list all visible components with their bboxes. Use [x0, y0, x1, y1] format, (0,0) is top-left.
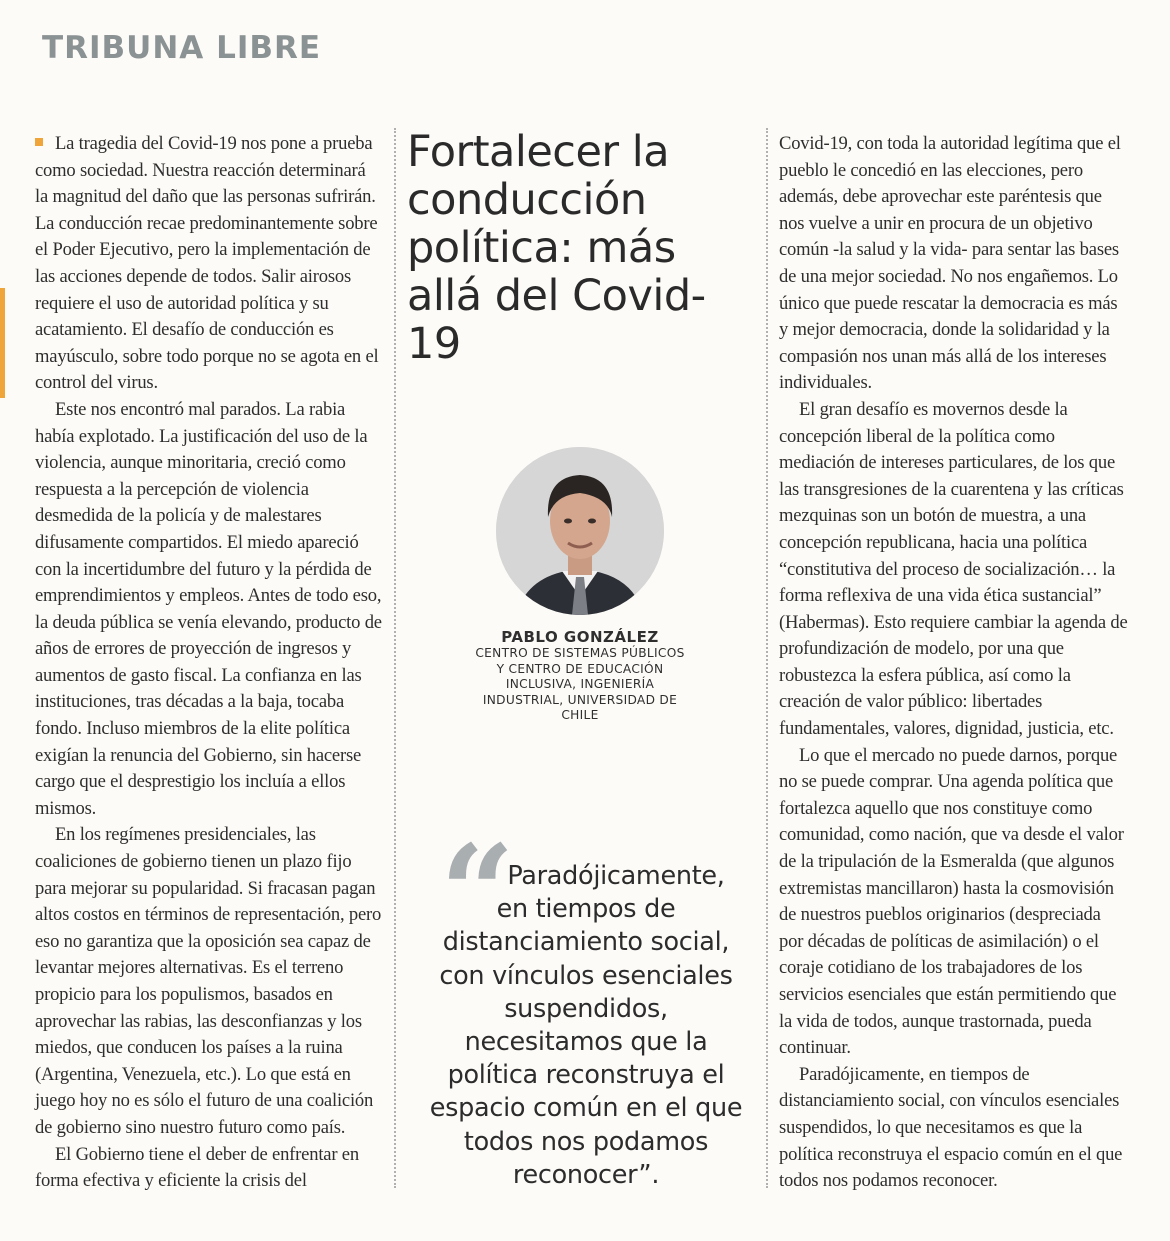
author-name: PABLO GONZÁLEZ	[501, 628, 659, 646]
page-edge-mark	[0, 288, 5, 398]
body-paragraph: Covid-19, con toda la autoridad legítima que el pueblo le concedió en las elecciones, pero además, debe aprovechar este paréntesis que nos vuelve a unir en procura de un objetivo común -la salud y la vida- para sentar las bases de una mejor sociedad. No nos engañemos. Lo único que puede rescatar la democracia es más y mejor democracia, donde la solidaridad y la compasión nos unan más allá de los intereses individuales.	[779, 133, 1121, 394]
article-headline: Fortalecer la conducción política: más allá del Covid-19	[407, 127, 706, 369]
body-column-left	[35, 131, 383, 1195]
column-divider	[766, 128, 768, 1188]
body-paragraph: El gran desafío es movernos desde la concepción liberal de la política como mediación de intereses particulares, de los que las transgresiones de la cuarentena y las críticas mezquinas son un botón de muestra, a una concepción republicana, hacia una política “constitutiva del proceso de socialización… la forma reflexiva de una vida ética sustancial” (Habermas). Esto requiere cambiar la agenda de profundización de modelo, por una que robustezca la esfera pública, así como la creación de valor público: libertades fundamentales, valores, dignidad, justicia, etc.	[779, 398, 1128, 740]
column-divider	[394, 128, 396, 1188]
body-paragraph	[35, 131, 383, 397]
body-paragraph: Lo que el mercado no puede darnos, porque no se puede comprar. Una agenda política que fortalezca aquello que nos constituye como comunidad, como nación, que va desde el valor de la tripulación de la Esmeralda (que algunos extremistas mancillaron) hasta la cosmovisión de nuestros pueblos originarios (despreciada por décadas de políticas de asimilación) o el coraje cotidiano de los trabajadores de los servicios esenciales que están permitiendo que la vida de todos, aunque trastornada, pueda continuar.	[779, 744, 1124, 1059]
pull-quote-lead: Paradójicamente,	[507, 861, 725, 891]
body-paragraph: El Gobierno tiene el deber de enfrentar en forma efectiva y eficiente la crisis del	[35, 1143, 359, 1192]
author-block	[470, 628, 690, 724]
pull-quote	[428, 816, 744, 1192]
author-photo	[496, 447, 664, 615]
paragraph-text: La tragedia del Covid-19 nos pone a prueba como sociedad. Nuestra reacción determinará la magnitud del daño que las personas sufrirán. La conducción recae predominantemente sobre el Poder Ejecutivo, pero la implementación de las acciones depende de todos. Salir airosos requiere el uso de autoridad política y su acatamiento. El desafío de conducción es mayúsculo, sobre todo porque no se agota en el control del virus.	[35, 133, 379, 394]
square-bullet-icon	[35, 138, 43, 146]
body-paragraph: Paradójicamente, en tiempos de distanciamiento social, con vínculos esenciales suspendidos, lo que necesitamos es que la política reconstruya el espacio común en el que todos nos podamos reconocer.	[779, 1063, 1123, 1192]
section-label: TRIBUNA LIBRE	[42, 30, 322, 66]
body-paragraph: Este nos encontró mal parados. La rabia había explotado. La justificación del uso de la violencia, aunque minoritaria, creció como respuesta a la percepción de violencia desmedida de la policía y de malestares difusamente compartidos. El miedo apareció con la incertidumbre del futuro y la pérdida de emprendimientos y empleos. Antes de todo eso, la deuda pública se venía elevando, producto de años de errores de proyección de ingresos y aumentos de gasto fiscal. La confianza en las instituciones, tras décadas a la baja, tocaba fondo. Incluso miembros de la elite política exigían la renuncia del Gobierno, sin hacerse cargo que el desprestigio los incluía a ellos mismos.	[35, 398, 382, 819]
body-paragraph: En los regímenes presidenciales, las coaliciones de gobierno tienen un plazo fijo para mejorar su popularidad. Si fracasan pagan altos costos en términos de representación, pero eso no garantiza que la oposición sea capaz de levantar mejores alternativas. Es el terreno propicio para los populismos, basados en aprovechar las rabias, las desconfianzas y los miedos, que conducen los países a la ruina (Argentina, Venezuela, etc.). Lo que está en juego hoy no es sólo el futuro de una coalición de gobierno sino nuestro futuro como país.	[35, 824, 382, 1138]
body-column-right	[779, 131, 1129, 1195]
quote-mark-icon: “	[440, 816, 515, 969]
author-affiliation: CENTRO DE SISTEMAS PÚBLICOS Y CENTRO DE EDUCACIÓN INCLUSIVA, INGENIERÍA INDUSTRIAL, UNIVERSIDAD DE CHILE	[475, 646, 685, 723]
pull-quote-body: en tiempos de distanciamiento social, con vínculos esenciales suspendidos, necesitamos que la política reconstruya el espacio común en el que todos nos podamos reconocer”.	[429, 894, 743, 1190]
